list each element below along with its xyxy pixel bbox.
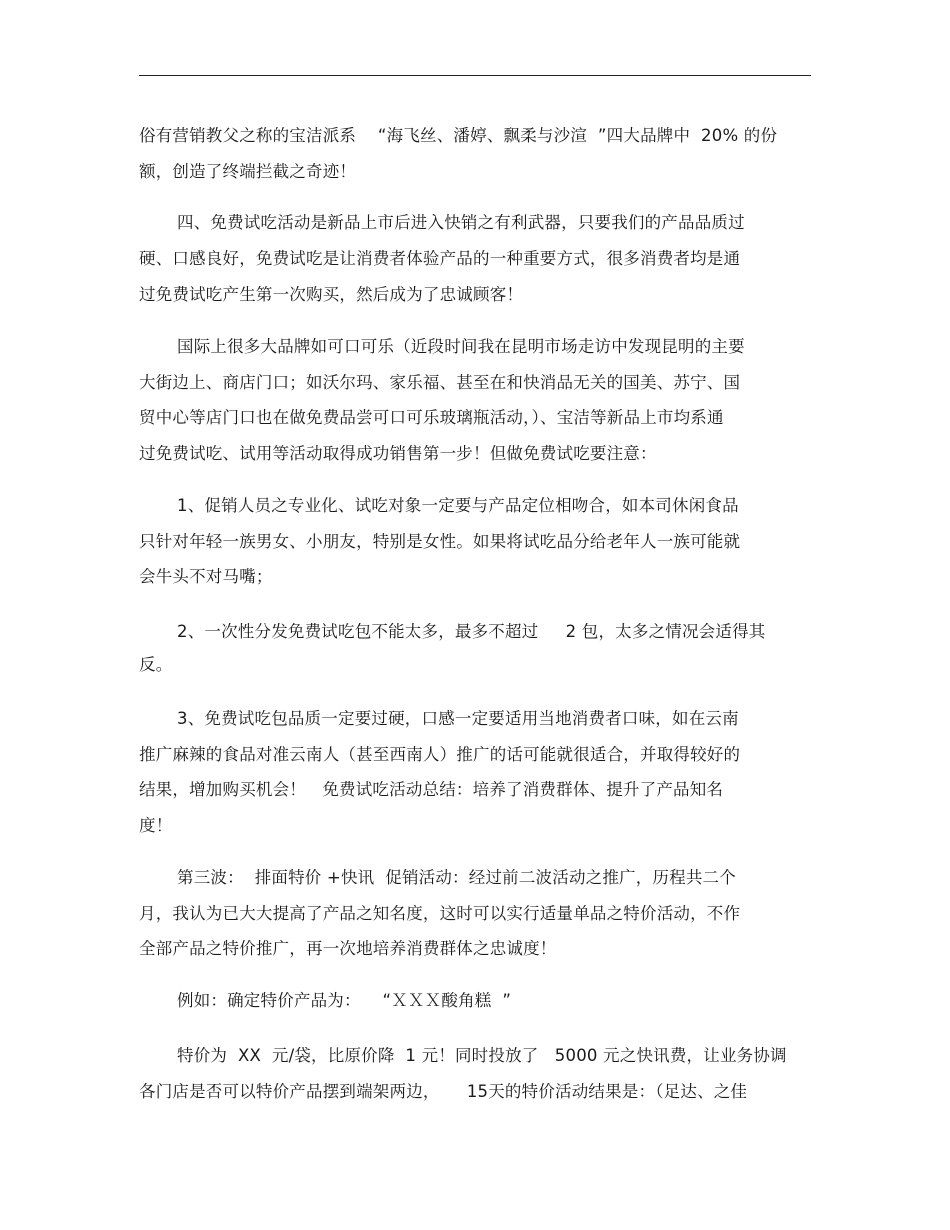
text-line: 硬、口感良好，免费试吃是让消费者体验产品的一种重要方式，很多消费者均是通 <box>139 249 741 268</box>
text-line: 例如：确定特价产品为： “ＸＸＸ酸角糕 ” <box>177 991 512 1010</box>
text-line: 度！ <box>139 816 173 835</box>
text-line: 1、促销人员之专业化、试吃对象一定要与产品定位相吻合，如本司休闲食品 <box>177 496 739 515</box>
text-line: 会牛头不对马嘴； <box>139 567 273 586</box>
text-line: 推广麻辣的食品对准云南人（甚至西南人）推广的话可能就很适合，并取得较好的 <box>139 745 741 764</box>
text-line: 各门店是否可以特价产品摆到端架两边， 15天的特价活动结果是：（足达、之佳 <box>139 1082 748 1101</box>
text-line: 反。 <box>139 655 173 674</box>
text-line: 过免费试吃、试用等活动取得成功销售第一步！但做免费试吃要注意： <box>139 444 657 463</box>
text-line: 2、一次性分发免费试吃包不能太多，最多不超过 2 包，太多之情况会适得其 <box>177 622 766 641</box>
text-line: 国际上很多大品牌如可口可乐（近段时间我在昆明市场走访中发现昆明的主要 <box>177 337 745 356</box>
text-line: 月，我认为已大大提高了产品之知名度，这时可以实行适量单品之特价活动，不作 <box>139 904 741 923</box>
text-line: 第三波： 排面特价 +快讯 促销活动：经过前二波活动之推广，历程共二个 <box>177 868 736 887</box>
text-line: 俗有营销教父之称的宝洁派系 “海飞丝、潘婷、飘柔与沙渲 ”四大品牌中 20% 的份 <box>139 126 778 145</box>
header-rule <box>139 75 811 76</box>
text-line: 大街边上、商店门口；如沃尔玛、家乐福、甚至在和快消品无关的国美、苏宁、国 <box>139 373 741 392</box>
text-line: 四、免费试吃活动是新品上市后进入快销之有利武器，只要我们的产品品质过 <box>177 213 745 232</box>
text-line: 额，创造了终端拦截之奇迹！ <box>139 162 357 181</box>
text-line: 全部产品之特价推广，再一次地培养消费群体之忠诚度！ <box>139 939 557 958</box>
text-line: 只针对年轻一族男女、小朋友，特别是女性。如果将试吃品分给老年人一族可能就 <box>139 532 741 551</box>
text-line: 特价为 XX 元/袋，比原价降 1 元！同时投放了 5000 元之快讯费，让业务协调 <box>177 1046 787 1065</box>
text-line: 3、免费试吃包品质一定要过硬，口感一定要适用当地消费者口味，如在云南 <box>177 709 739 728</box>
text-line: 贸中心等店门口也在做免费品尝可口可乐玻璃瓶活动，）、宝洁等新品上市均系通 <box>139 408 724 427</box>
text-line: 过免费试吃产生第一次购买，然后成为了忠诚顾客！ <box>139 285 524 304</box>
text-line: 结果，增加购买机会！ 免费试吃活动总结：培养了消费群体、提升了产品知名 <box>139 780 724 799</box>
